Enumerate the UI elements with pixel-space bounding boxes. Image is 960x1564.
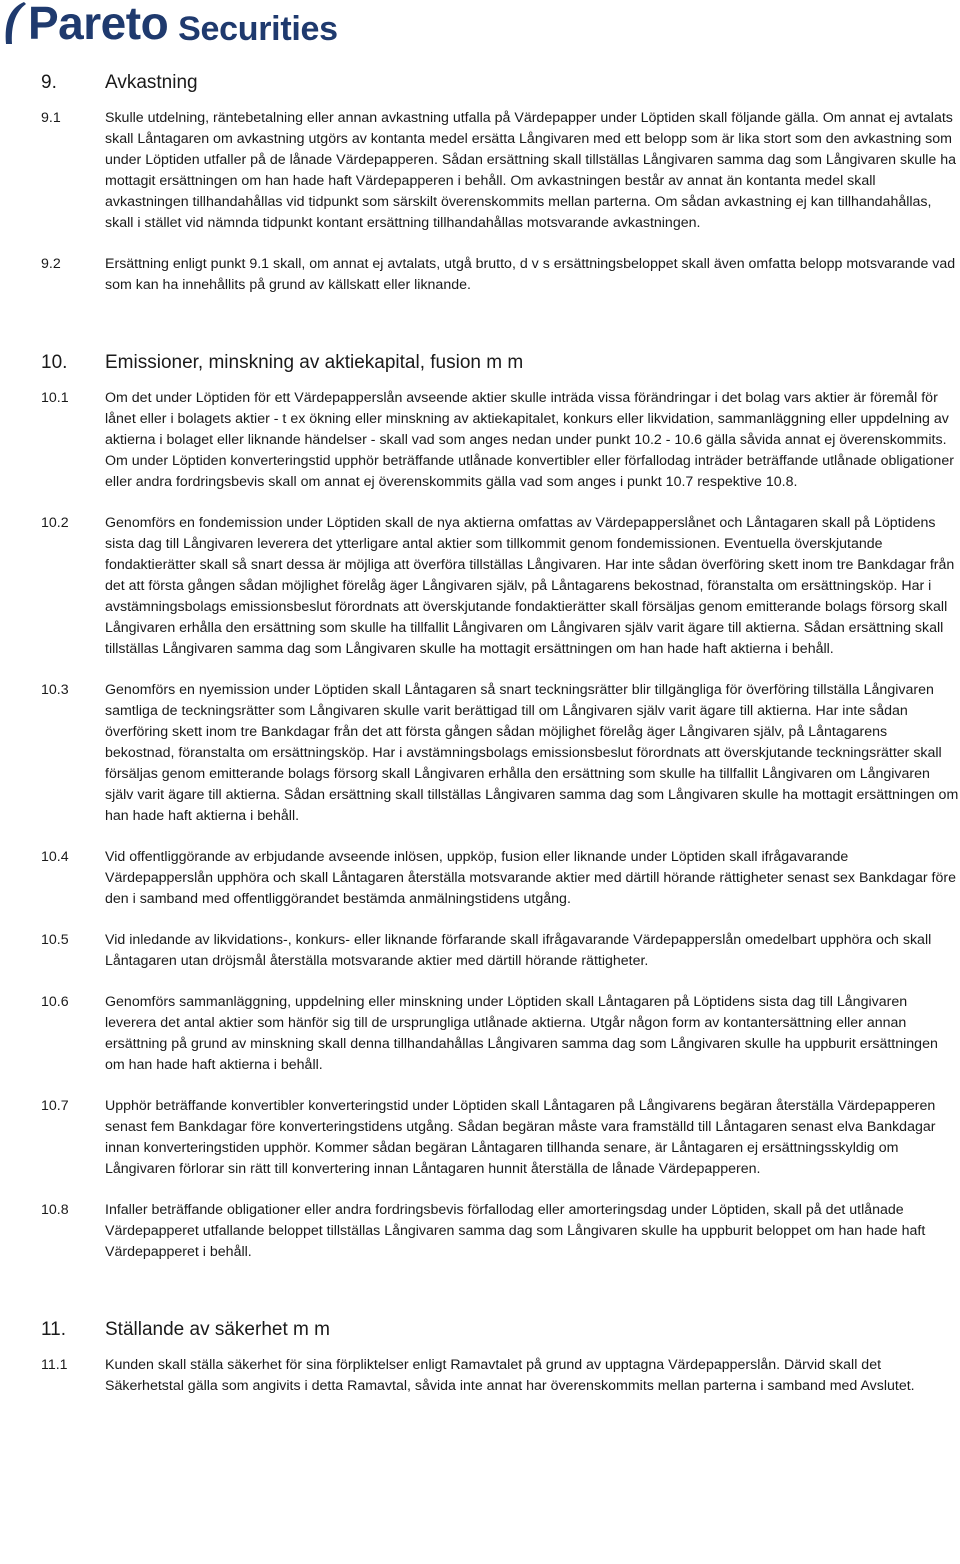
paragraph xyxy=(41,254,959,296)
document-body xyxy=(41,72,959,1397)
paragraph-text: Vid offentliggörande av erbjudande avseende inlösen, uppköp, fusion eller liknande under Löptiden skall ifrågavarande Värdepapperslån upphöra och skall Låntagaren återställa motsvarande aktier med därtill hörande rättigheter senast sex Bankdagar före den i samband med offentliggörandet bestämda anmälningstidens utgång. xyxy=(105,849,956,907)
paragraph-text: Om det under Löptiden för ett Värdepapperslån avseende aktier skulle inträda vissa förändringar i det bolag vars aktier är föremål för lånet eller i bolagets aktier - t ex ökning eller minskning av aktiekapitalet, konkurs eller likvidation, sammanläggning eller uppdelning av aktierna i bolaget eller liknande händelser - skall vad som anges nedan under punkt 10.2 - 10.6 gälla såvida annat ej överenskommits. Om under Löptiden konverteringstid upphör beträffande utlånade konvertibler eller förfallodag inträder beträffande utlånade obligationer eller andra fordringsbevis skall om annat ej överenskommits gälla vad som anges i punkt 10.7 respektive 10.8. xyxy=(105,390,954,490)
paragraph-text: Kunden skall ställa säkerhet för sina förpliktelser enligt Ramavtalet på grund av upptagna Värdepapperslån. Därvid skall det Säkerhetstal gälla som angivits i detta Ramavtal, såvida inte annat har överenskommits mellan parterna i samband med Avslutet. xyxy=(105,1357,915,1394)
company-logo xyxy=(2,0,338,48)
section-heading xyxy=(41,1319,959,1341)
paragraph xyxy=(41,1355,959,1397)
paragraph-text: Vid inledande av likvidations-, konkurs- eller liknande förfarande skall ifrågavarande Värdepapperslån omedelbart upphöra och skall Låntagaren utan dröjsmål återställa motsvarande aktier med därtill hörande rättigheter. xyxy=(105,932,932,969)
paragraph xyxy=(41,108,959,234)
paragraph-text: Skulle utdelning, räntebetalning eller annan avkastning utfalla på Värdepapper under Löptiden skall följande gälla. Om annat ej avtalats skall Låntagaren om avkastning utgörs av kontanta medel ersätta Långivaren med ett belopp som är lika stort som den avkastning som under Löptiden utfaller på de lånade Värdepapperen. Sådan ersättning skall tillställas Långivaren samma dag som Långivaren skulle ha mottagit ersättningen om han hade haft Värdepapperen i behåll. Om avkastningen består av annat än kontanta medel skall avkastningen tillhandahållas vid tidpunkt som särskilt överenskommits mellan parterna. Om sådan avkastning ej kan tillhandahållas, skall i stället vid nämnda tidpunkt kontant ersättning tillhandahållas motsvarande avkastningen. xyxy=(105,110,957,231)
paragraph-number: 10.8 xyxy=(41,1202,69,1218)
paragraph xyxy=(41,513,959,660)
paragraph-text: Genomförs en nyemission under Löptiden skall Låntagaren så snart teckningsrätter blir tillgängliga för överföring tillställa Långivaren samtliga de teckningsrätter som Långivaren skulle varit berättigad till om Långivaren själv varit ägare till aktierna. Har inte sådan överföring skett inom tre Bankdagar från det att första gången sådan möjlighet förelåg äger Långivaren själv, på Låntagarens bekostnad, föranstalta om ersättningsköp. Har i avstämningsbolags emissionsbeslut förordnats att överskjutande teckningsrätter skall försäljas genom emitterande bolags försorg skall Långivaren erhålla den ersättning som skulle ha tillfallit Långivaren om Långivaren själv varit ägare till aktierna. Sådan ersättning skall tillställas Långivaren samma dag som Långivaren skulle ha mottagit ersättningen om han hade haft aktierna i behåll. xyxy=(105,682,959,824)
paragraph-number: 10.5 xyxy=(41,932,69,948)
logo-swoosh-icon xyxy=(2,0,28,46)
paragraph-number: 10.6 xyxy=(41,994,69,1010)
paragraph xyxy=(41,1096,959,1180)
paragraph xyxy=(41,680,959,827)
paragraph-text: Upphör beträffande konvertibler konverteringstid under Löptiden skall Låntagaren på Långivarens begäran återställa Värdepapperen senast fem Bankdagar före konverteringstidens utgång. Sådan begäran måste vara framställd till Låntagaren senast elva Bankdagar innan konverteringstiden upphör. Kommer sådan begäran Låntagaren tillhanda senare, är Låntagaren ej ersättningsskyldig om Långivaren förlorar sin rätt till konvertering innan Låntagaren hunnit återställa de lånade Värdepapperen. xyxy=(105,1098,936,1177)
paragraph-number: 10.4 xyxy=(41,849,69,865)
paragraph-text: Infaller beträffande obligationer eller andra fordringsbevis förfallodag eller amorteringsdag under Löptiden, skall på det utlånade Värdepapperet utfallande beloppet tillställas Långivaren samma dag som Långivaren skulle ha uppburit beloppet om han hade haft Värdepapperet i behåll. xyxy=(105,1202,926,1260)
section-number: 11. xyxy=(41,1319,67,1340)
paragraph-text: Genomförs sammanläggning, uppdelning eller minskning under Löptiden skall Låntagaren på Löptidens sista dag till Långivaren leverera det antal aktier som hänför sig till de ursprungliga utlånade aktierna. Utgår någon form av kontantersättning eller annan ersättning på grund av minskning skall denna tillhandahållas Långivaren samma dag som Långivaren skulle ha uppburit ersättningen om han hade haft aktierna i behåll. xyxy=(105,994,938,1073)
section-heading xyxy=(41,72,959,94)
logo-main-text: Pareto xyxy=(28,0,169,49)
paragraph-number: 10.3 xyxy=(41,682,69,698)
paragraph-number: 9.1 xyxy=(41,110,61,126)
section-number: 10. xyxy=(41,352,68,373)
section-title: Emissioner, minskning av aktiekapital, fusion m m xyxy=(105,352,524,373)
section-title: Avkastning xyxy=(105,72,198,93)
paragraph xyxy=(41,992,959,1076)
paragraph xyxy=(41,388,959,493)
paragraph-text: Ersättning enligt punkt 9.1 skall, om annat ej avtalats, utgå brutto, d v s ersättningsbeloppet skall även omfatta belopp motsvarande vad som kan ha innehållits på grund av källskatt eller liknande. xyxy=(105,256,956,293)
paragraph-text: Genomförs en fondemission under Löptiden skall de nya aktierna omfattas av Värdepapperslånet och Låntagaren skall på Löptidens sista dag till Långivaren leverera det ytterligare antal aktier som tillkommit genom fondemissionen. Eventuella överskjutande fondaktierätter skall så snart dessa är möjliga att överföra tillställas Långivaren. Har inte sådan överföring skett inom tre Bankdagar från det att första gången sådan möjlighet förelåg äger Långivaren själv, på Låntagarens bekostnad, föranstalta om ersättningsköp. Har i avstämningsbolags emissionsbeslut förordnats att överskjutande fondaktierätter skall försäljas genom emitterande bolags försorg skall Långivaren erhålla den ersättning som skulle ha tillfallit Långivaren om Långivaren själv varit ägare till aktierna. Sådan ersättning skall tillställas Långivaren samma dag som Långivaren skulle ha mottagit ersättningen om han hade haft aktierna i behåll. xyxy=(105,515,955,657)
paragraph xyxy=(41,847,959,910)
paragraph xyxy=(41,1200,959,1263)
section-heading xyxy=(41,352,959,374)
paragraph xyxy=(41,930,959,972)
logo-sub-text: Securities xyxy=(178,10,338,48)
paragraph-number: 10.7 xyxy=(41,1098,69,1114)
section-number: 9. xyxy=(41,72,57,93)
paragraph-number: 11.1 xyxy=(41,1357,68,1373)
paragraph-number: 10.2 xyxy=(41,515,69,531)
paragraph-number: 10.1 xyxy=(41,390,69,406)
section-title: Ställande av säkerhet m m xyxy=(105,1319,330,1340)
paragraph-number: 9.2 xyxy=(41,256,61,272)
